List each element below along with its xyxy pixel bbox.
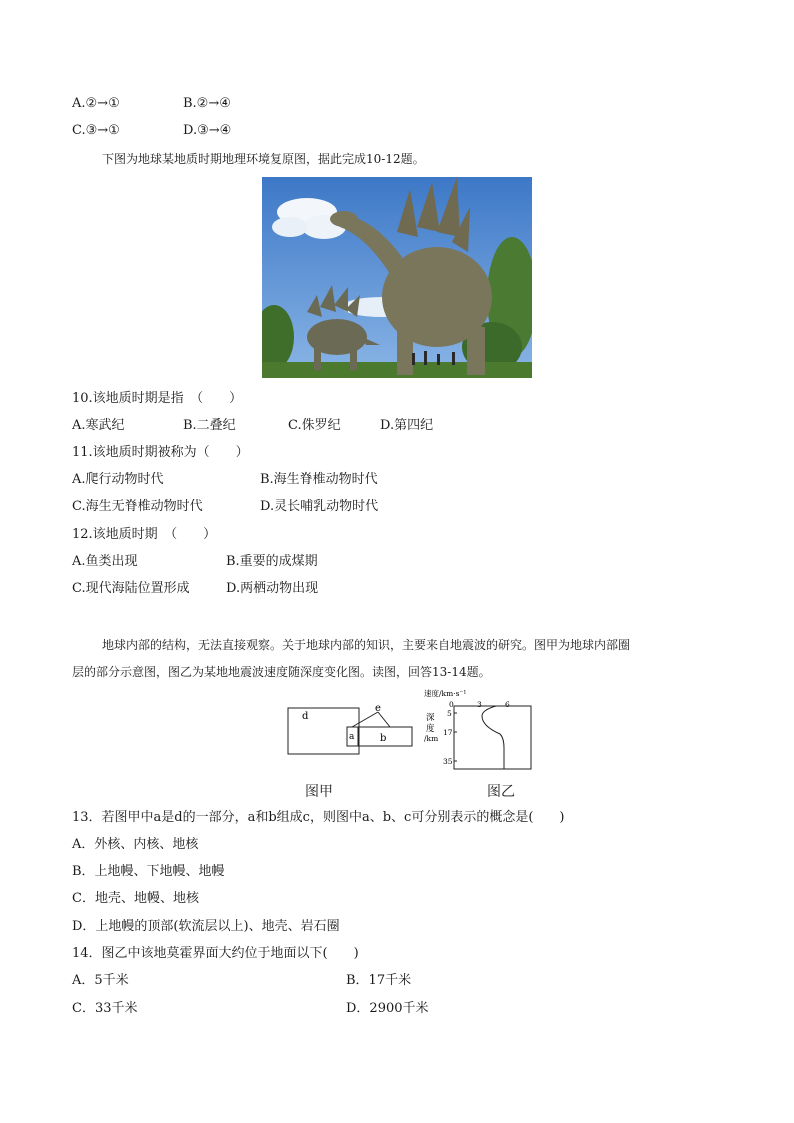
q12-option-b: B.重要的成煤期 <box>226 554 318 569</box>
q9-option-b: B.②→④ <box>183 96 231 111</box>
label-b: b <box>380 733 387 744</box>
q11-stem: 11.该地质时期被称为（ ） <box>72 445 249 460</box>
q13-option-a: A．外核、内核、地核 <box>72 837 199 852</box>
tick-x-0: 0 <box>449 700 454 709</box>
intro-13-14-line2: 层的部分示意图，图乙为某地地震波速度随深度变化图。读图，回答13-14题。 <box>72 665 491 679</box>
plot-frame <box>454 706 531 769</box>
q13-option-b: B．上地幔、下地幔、地幔 <box>72 864 225 879</box>
q14-option-a: A．5千米 <box>72 973 129 988</box>
tick-y-17: 17 <box>443 728 453 737</box>
intro-13-14-line1: 地球内部的结构，无法直接观察。关于地球内部的知识，主要来自地震波的研究。图甲为地球内部圈 <box>102 638 631 652</box>
tick-y-5: 5 <box>447 709 452 718</box>
q10-option-b: B.二叠纪 <box>183 418 236 433</box>
q12-stem: 12.该地质时期 （ ） <box>72 527 217 542</box>
label-e: e <box>375 703 381 714</box>
q11-option-c: C.海生无脊椎动物时代 <box>72 499 203 514</box>
q13-option-d: D．上地幔的顶部(软流层以上)、地壳、岩石圈 <box>72 919 340 934</box>
y-label-char-1: 深 <box>426 713 435 723</box>
tick-x-3: 3 <box>477 700 482 709</box>
q13-stem: 13．若图甲中a是d的一部分，a和b组成c，则图中a、b、c可分别表示的概念是( ) <box>72 810 565 825</box>
q11-option-b: B.海生脊椎动物时代 <box>260 472 378 487</box>
q13-option-c: C．地壳、地幔、地核 <box>72 891 199 906</box>
intro-10-12: 下图为地球某地质时期地理环境复原图，据此完成10-12题。 <box>102 152 425 166</box>
q11-option-d: D.灵长哺乳动物时代 <box>260 499 379 514</box>
stegosaurus-image <box>262 177 532 378</box>
q9-option-d: D.③→④ <box>183 123 232 138</box>
caption-jia: 图甲 <box>305 784 333 800</box>
y-label-char-2: 度 <box>426 724 435 734</box>
q10-option-a: A.寒武纪 <box>72 418 125 433</box>
q10-stem: 10.该地质时期是指 （ ） <box>72 391 243 406</box>
box-d <box>288 708 359 754</box>
q14-option-c: C．33千米 <box>72 1001 138 1016</box>
q10-option-c: C.侏罗纪 <box>288 418 341 433</box>
label-d: d <box>302 711 309 722</box>
q10-option-d: D.第四纪 <box>380 418 434 433</box>
q12-option-d: D.两栖动物出现 <box>226 581 319 596</box>
label-a: a <box>349 732 355 742</box>
figure-jia <box>282 700 422 770</box>
caption-yi: 图乙 <box>487 784 515 800</box>
q14-option-b: B．17千米 <box>346 973 412 988</box>
tick-x-6: 6 <box>505 700 510 709</box>
q9-option-c: C.③→① <box>72 123 120 138</box>
figure-yi <box>422 686 537 776</box>
y-unit: /km <box>424 734 439 743</box>
q11-option-a: A.爬行动物时代 <box>72 472 164 487</box>
tick-y-35: 35 <box>443 757 453 766</box>
dinosaur-photo <box>262 177 532 378</box>
velocity-curve <box>482 706 504 769</box>
q9-option-a: A.②→① <box>72 96 120 111</box>
q12-option-a: A.鱼类出现 <box>72 554 138 569</box>
axis-title-speed: 速度/km·s⁻¹ <box>424 689 467 698</box>
q14-option-d: D．2900千米 <box>346 1001 429 1016</box>
q12-option-c: C.现代海陆位置形成 <box>72 581 190 596</box>
q14-stem: 14．图乙中该地莫霍界面大约位于地面以下( ) <box>72 946 359 961</box>
